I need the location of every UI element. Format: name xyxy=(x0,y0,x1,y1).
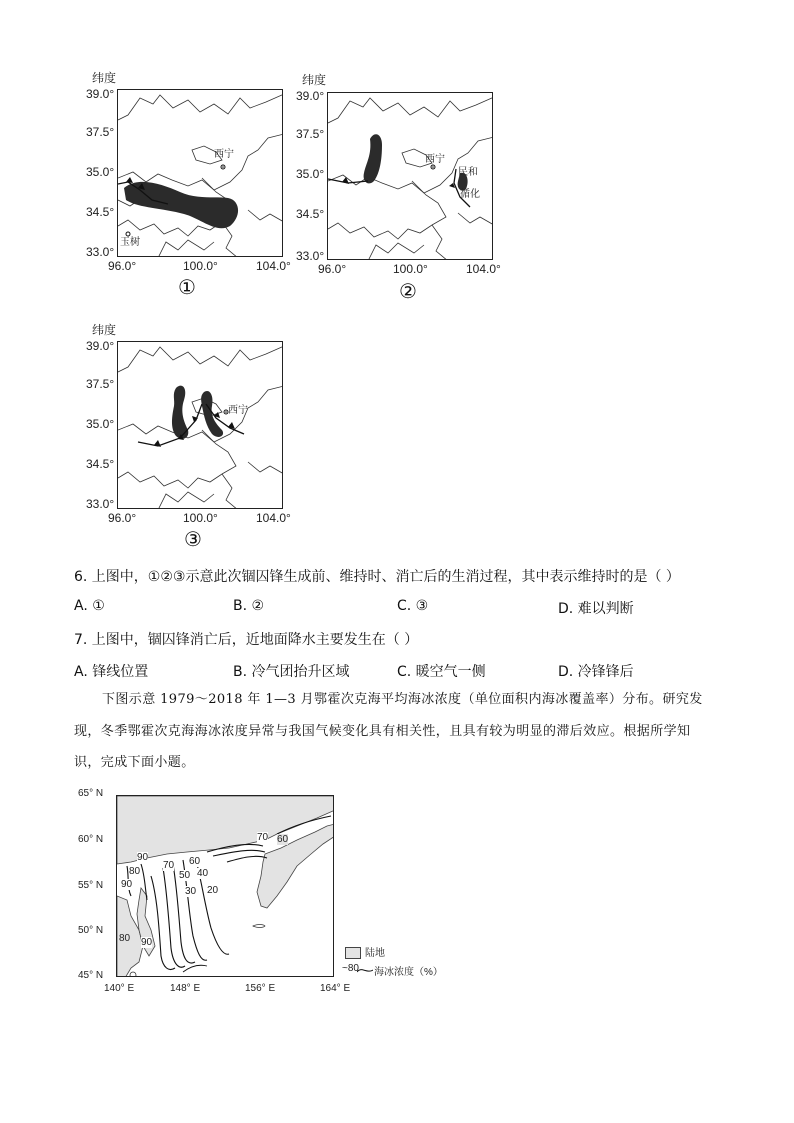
city-yushu: 玉树 xyxy=(120,237,140,248)
lat-tick: 35.0° xyxy=(296,167,325,181)
lon-tick: 100.0° xyxy=(183,259,218,273)
map-label: ① xyxy=(178,275,196,299)
city-minhe: 民和 xyxy=(458,167,478,178)
lat-tick: 39.0° xyxy=(86,339,115,353)
contour-label: 90 xyxy=(141,937,153,948)
lon-tick: 104.0° xyxy=(466,262,501,276)
map-label: ③ xyxy=(184,527,202,551)
lat-tick: 33.0° xyxy=(86,497,115,511)
legend-contour-line xyxy=(357,964,373,976)
lon-tick: 104.0° xyxy=(256,259,291,273)
map-frame xyxy=(117,341,283,509)
question-stem: 6. 上图中，①②③示意此次锢囚锋生成前、维持时、消亡后的生消过程，其中表示维持时的是（ ） xyxy=(74,569,680,585)
lat-tick: 39.0° xyxy=(296,89,325,103)
contour-label: 90 xyxy=(121,879,133,890)
option-d[interactable]: D. 难以判断 xyxy=(558,601,634,617)
lon-tick: 100.0° xyxy=(393,262,428,276)
question-stem: 7. 上图中，锢囚锋消亡后，近地面降水主要发生在（ ） xyxy=(74,632,419,648)
option-d[interactable]: D. 冷锋锋后 xyxy=(558,664,634,680)
lat-tick: 33.0° xyxy=(86,245,115,259)
legend-contour-value: ~80 xyxy=(342,963,359,974)
sea-map-geography xyxy=(117,796,334,977)
lat-tick: 37.5° xyxy=(296,127,325,141)
legend-land-label: 陆地 xyxy=(365,948,385,959)
city-xunhua: 循化 xyxy=(460,189,480,200)
lat-tick: 33.0° xyxy=(296,249,325,263)
lat-axis-title: 纬度 xyxy=(92,323,117,337)
lat-axis-title: 纬度 xyxy=(302,73,327,87)
lon-tick: 96.0° xyxy=(108,259,137,273)
sea-map-frame xyxy=(116,795,334,977)
contour-label: 70 xyxy=(257,832,269,843)
lat-tick: 39.0° xyxy=(86,87,115,101)
legend-contour-label: 海冰浓度（%） xyxy=(374,967,443,978)
contour-label: 90 xyxy=(137,852,149,863)
city-xining: 西宁 xyxy=(214,149,234,160)
lat-tick: 50° N xyxy=(78,925,104,936)
option-c[interactable]: C. ③ xyxy=(397,598,429,614)
intro-line: 下图示意 1979～2018 年 1—3 月鄂霍次克海平均海冰浓度（单位面积内海冰覆盖率）分布。研究发 xyxy=(102,692,703,707)
map-1-geography xyxy=(118,90,283,257)
lat-tick: 37.5° xyxy=(86,125,115,139)
option-b[interactable]: B. 冷气团抬升区域 xyxy=(233,664,350,680)
lon-tick: 96.0° xyxy=(318,262,347,276)
intro-line: 识，完成下面小题。 xyxy=(74,755,195,770)
lat-axis-title: 纬度 xyxy=(92,71,117,85)
intro-line: 现，冬季鄂霍次克海海冰浓度异常与我国气候变化具有相关性，且具有较为明显的滞后效应。根据所学知 xyxy=(74,724,691,739)
contour-label: 40 xyxy=(197,868,209,879)
lat-tick: 37.5° xyxy=(86,377,115,391)
lat-tick: 65° N xyxy=(78,788,104,799)
contour-label: 30 xyxy=(185,886,197,897)
lat-tick: 34.5° xyxy=(86,457,115,471)
city-xining: 西宁 xyxy=(228,405,248,416)
map-frame xyxy=(117,89,283,257)
lat-tick: 55° N xyxy=(78,880,104,891)
lat-tick: 34.5° xyxy=(296,207,325,221)
contour-label: 70 xyxy=(163,860,175,871)
lon-tick: 148° E xyxy=(170,983,201,994)
map-3-geography xyxy=(118,342,283,509)
option-b[interactable]: B. ② xyxy=(233,598,265,614)
option-a[interactable]: A. 锋线位置 xyxy=(74,664,149,680)
lat-tick: 45° N xyxy=(78,970,104,981)
contour-label: 50 xyxy=(179,870,191,881)
city-xining: 西宁 xyxy=(425,154,445,165)
contour-label: 20 xyxy=(207,885,219,896)
contour-label: 80 xyxy=(119,933,131,944)
lat-tick: 60° N xyxy=(78,834,104,845)
option-a[interactable]: A. ① xyxy=(74,598,105,614)
lon-tick: 100.0° xyxy=(183,511,218,525)
contour-label: 60 xyxy=(277,834,289,845)
contour-label: 80 xyxy=(129,866,141,877)
lon-tick: 140° E xyxy=(104,983,135,994)
lat-tick: 35.0° xyxy=(86,417,115,431)
lon-tick: 104.0° xyxy=(256,511,291,525)
option-c[interactable]: C. 暖空气一侧 xyxy=(397,664,486,680)
lat-tick: 35.0° xyxy=(86,165,115,179)
map-label: ② xyxy=(399,279,417,303)
lon-tick: 96.0° xyxy=(108,511,137,525)
lat-tick: 34.5° xyxy=(86,205,115,219)
contour-label: 60 xyxy=(189,856,201,867)
legend-land-swatch xyxy=(345,947,361,959)
map-frame xyxy=(327,92,493,260)
lon-tick: 164° E xyxy=(320,983,351,994)
lon-tick: 156° E xyxy=(245,983,276,994)
